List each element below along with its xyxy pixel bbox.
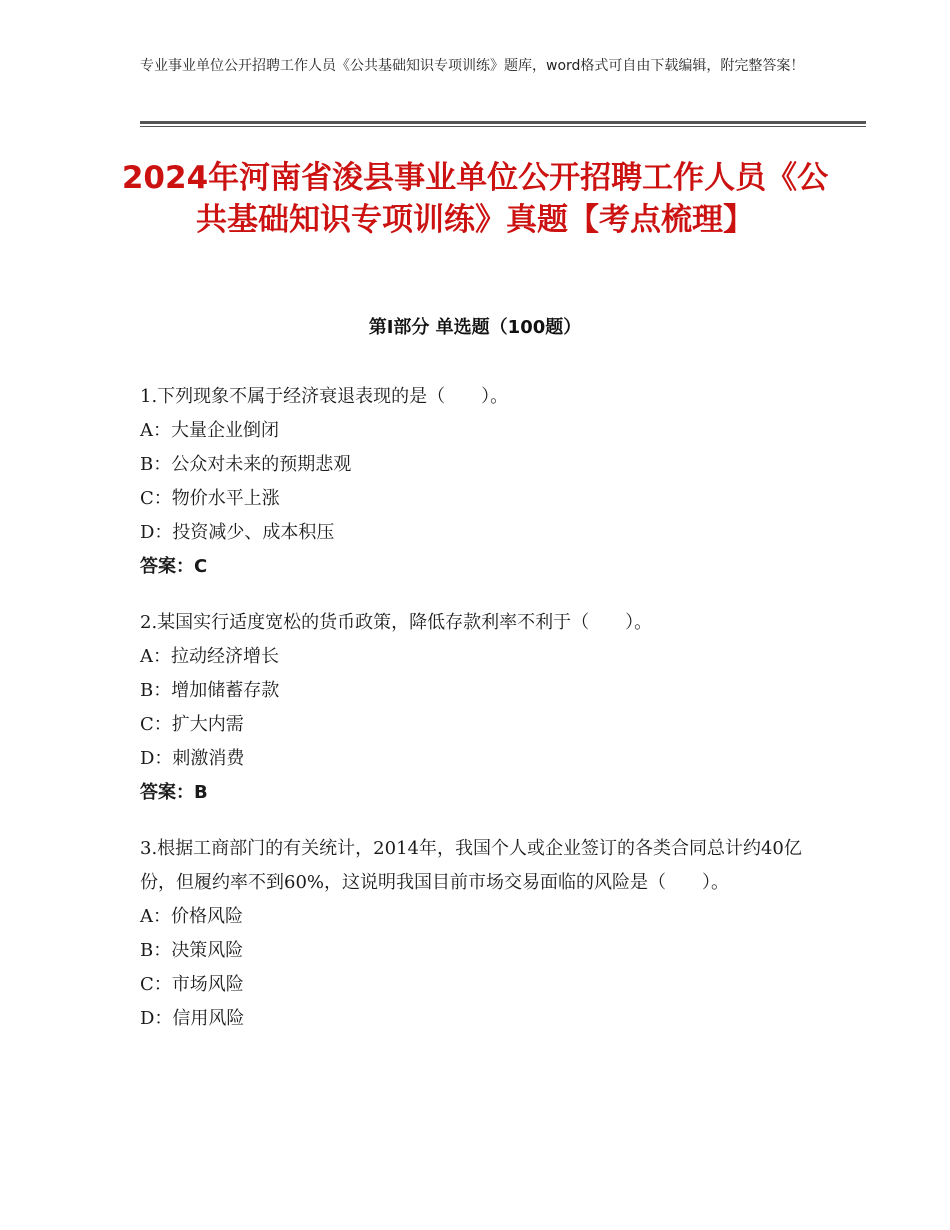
section-heading: 第Ⅰ部分 单选题（100题） [368,317,582,338]
option-d: D：信用风险 [140,1008,245,1029]
question-2 [140,606,810,810]
option-d: D：刺激消费 [140,748,245,769]
option-a: A：拉动经济增长 [140,646,279,667]
document-title: 2024年河南省浚县事业单位公开招聘工作人员《公共基础知识专项训练》真题【考点梳理】 [121,160,829,238]
option-c: C：市场风险 [140,974,244,995]
option-d: D：投资减少、成本积压 [140,522,335,543]
option-b: B：公众对未来的预期悲观 [140,454,352,475]
option-b: B：决策风险 [140,940,244,961]
option-a: A：价格风险 [140,906,243,927]
option-c: C：物价水平上涨 [140,488,280,509]
question-3 [140,832,810,1036]
option-a: A：大量企业倒闭 [140,420,279,441]
question-1 [140,380,810,584]
question-stem: 3.根据工商部门的有关统计，2014年，我国个人或企业签订的各类合同总计约40亿份，但履约率不到60%，这说明我国目前市场交易面临的风险是（ ）。 [140,838,802,893]
question-list [140,380,810,1058]
answer-key: 答案：C [140,556,208,577]
question-stem: 2.某国实行适度宽松的货币政策，降低存款利率不利于（ ）。 [140,612,653,633]
header-divider [140,121,866,127]
answer-key: 答案：B [140,782,208,803]
option-c: C：扩大内需 [140,714,244,735]
option-b: B：增加储蓄存款 [140,680,280,701]
question-stem: 1.下列现象不属于经济衰退表现的是（ ）。 [140,386,509,407]
header-note: 专业事业单位公开招聘工作人员《公共基础知识专项训练》题库，word格式可自由下载编辑，附完整答案！ [140,58,805,74]
